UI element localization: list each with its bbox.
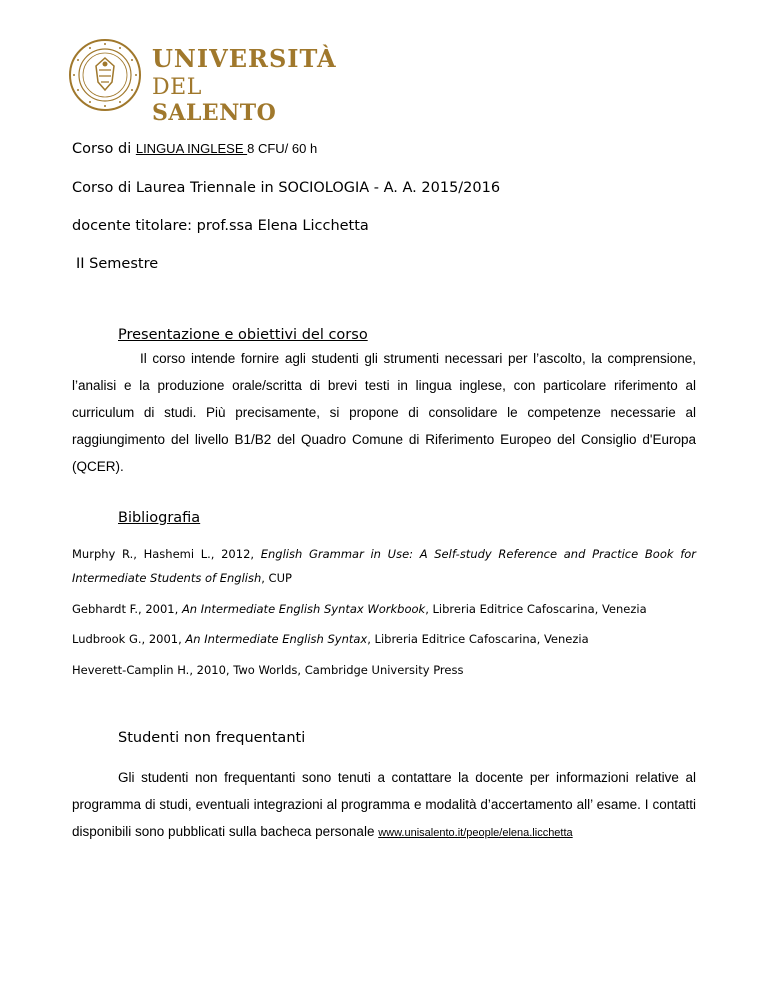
- course-prefix: Corso di: [72, 141, 136, 157]
- degree-line: Corso di Laurea Triennale in SOCIOLOGIA - A. A. 2015/2016: [72, 180, 501, 196]
- logo-title: UNIVERSITÀ: [152, 44, 337, 73]
- presentation-text-part2: Quadro Comune di Riferimento Europeo del Consiglio d'Europa (QCER).: [72, 432, 697, 474]
- bib-entry-1-title: English Grammar in Use: A Self-study Reference and Practice Book for Intermediate Students of English: [72, 547, 697, 585]
- university-logo: [68, 38, 337, 126]
- teacher-page-link[interactable]: www.unisalento.it/people/elena.licchetta: [378, 827, 573, 839]
- bib-entry-1-pre: Murphy R., Hashemi L., 2012,: [72, 547, 261, 561]
- course-credits: 8 CFU/ 60 h: [247, 141, 318, 156]
- bib-entry-3-post: , Libreria Editrice Cafoscarina, Venezia: [367, 632, 589, 646]
- bibliography-heading: Bibliografia: [118, 510, 201, 526]
- logo-subtitle-main: SALENTO: [152, 100, 277, 126]
- bibliography-entry: [72, 597, 647, 621]
- non-attending-heading: Studenti non frequentanti: [118, 730, 306, 746]
- university-seal-icon: [68, 38, 142, 112]
- bib-entry-2-title: An Intermediate English Syntax Workbook: [181, 602, 426, 616]
- bib-entry-3-pre: Ludbrook G., 2001,: [72, 632, 186, 646]
- presentation-heading: Presentazione e obiettivi del corso: [118, 327, 368, 343]
- bib-entry-1-post: , CUP: [261, 571, 292, 585]
- presentation-text-part1: Il corso intende fornire agli studenti gli strumenti necessari per l’ascolto, la comprensione, l’analisi e la produzione orale/scritta di brevi testi in lingua inglese, con particolare riferimento al curriculum di studi. Più precisamente, si propone di consolidare le competenze necessarie al raggiungimento del livello B1/B2 del: [72, 351, 696, 447]
- semester-line: II Semestre: [76, 256, 159, 272]
- course-subject: LINGUA INGLESE: [135, 141, 248, 156]
- teacher-line: docente titolare: prof.ssa Elena Licchetta: [72, 218, 369, 234]
- bib-entry-4-pre: Heverett-Camplin H., 2010, Two Worlds, Cambridge University Press: [72, 663, 464, 677]
- bibliography-entry: [72, 542, 696, 590]
- bibliography-entry: [72, 658, 463, 682]
- non-attending-text: [72, 764, 696, 847]
- logo-subtitle-prefix: DEL: [152, 75, 202, 100]
- bibliography-entry: [72, 627, 589, 651]
- bib-entry-2-post: , Libreria Editrice Cafoscarina, Venezia: [425, 602, 647, 616]
- bib-entry-2-pre: Gebhardt F., 2001,: [72, 602, 182, 616]
- course-line: [72, 141, 317, 157]
- logo-subtitle: [152, 74, 304, 126]
- non-attending-body: Gli studenti non frequentanti sono tenuti a contattare la docente per informazioni relative al programma di studi, eventuali integrazioni al programma e modalità d’accertamento all’ esame. I contatti disponibili sono pubblicati sulla bacheca personale: [72, 770, 696, 839]
- bib-entry-3-title: An Intermediate English Syntax: [185, 632, 368, 646]
- presentation-text: [72, 345, 696, 480]
